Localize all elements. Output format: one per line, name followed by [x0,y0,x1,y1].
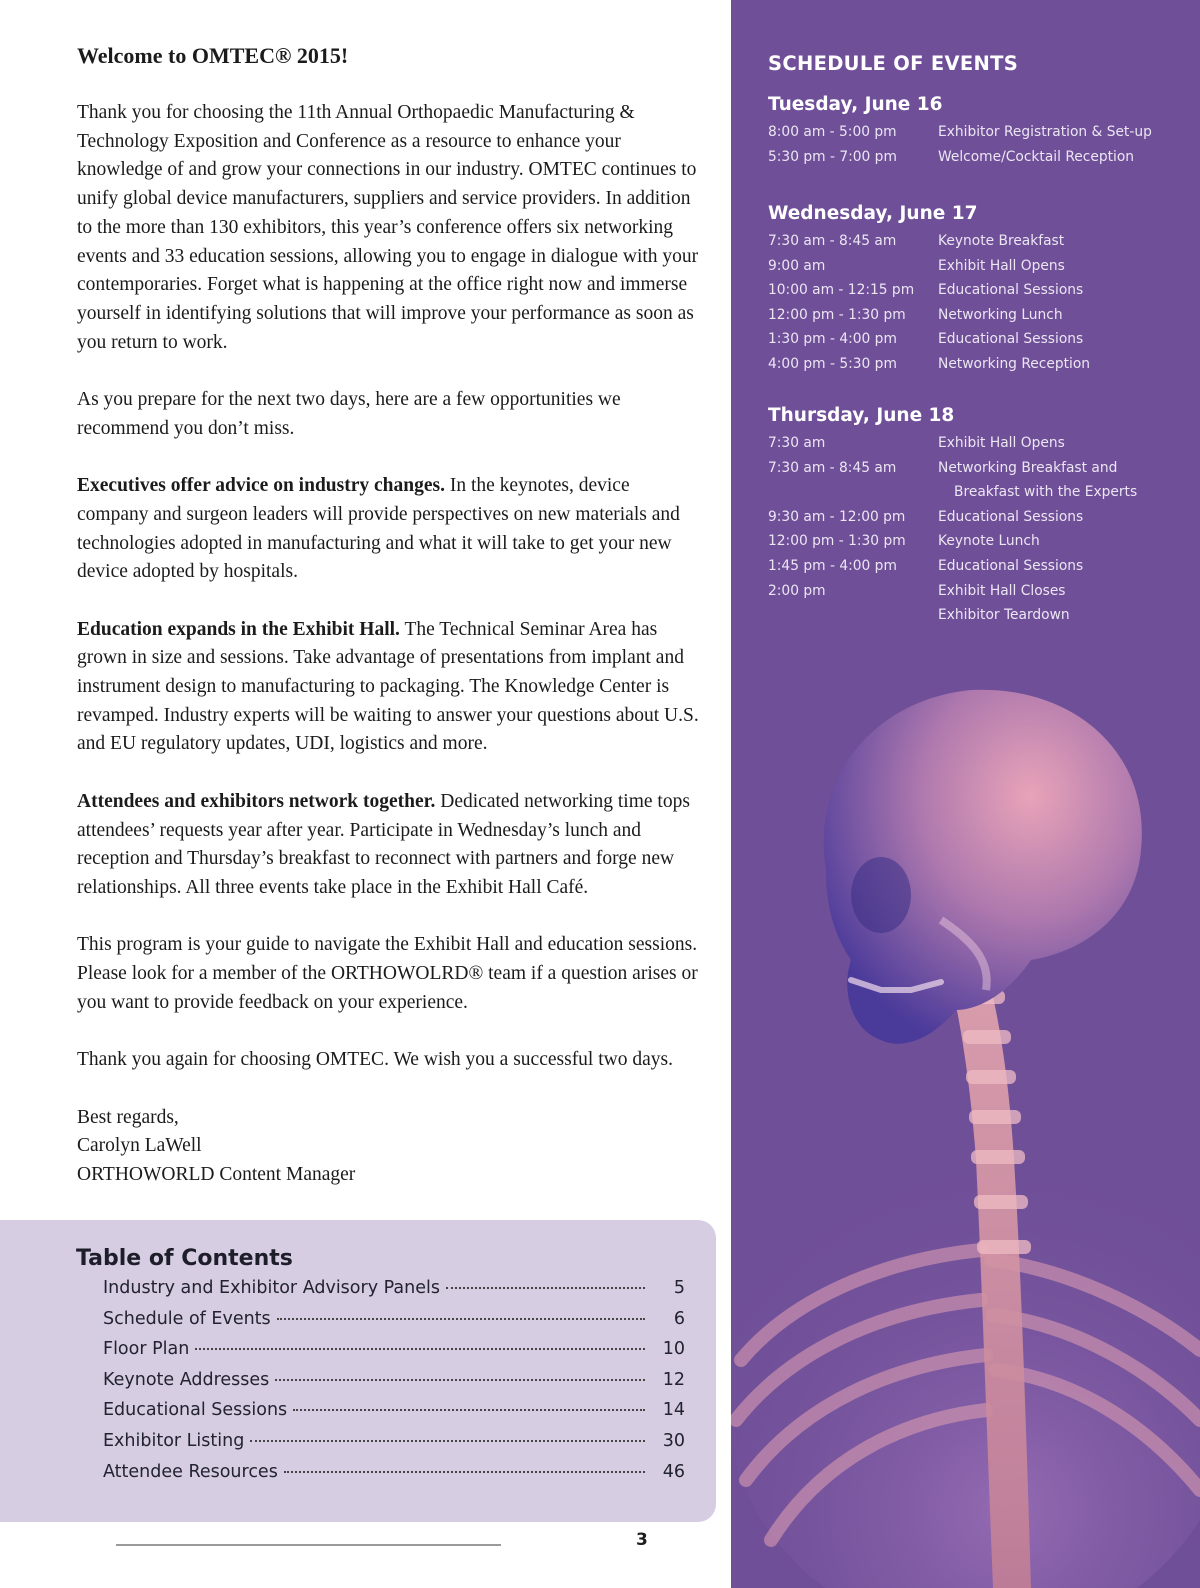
toc-leader-dots [277,1318,645,1320]
page-number: 3 [636,1530,648,1550]
schedule-row [768,554,1188,579]
table-of-contents [0,1220,716,1522]
toc-item[interactable] [103,1309,685,1340]
event-name: Keynote Lunch [938,533,1040,550]
toc-item-page: 46 [662,1461,685,1482]
event-time: 2:00 pm [768,582,826,599]
schedule-row [768,505,1188,530]
toc-item-page: 30 [662,1430,685,1451]
schedule-row [768,327,1188,352]
schedule-day-wednesday [768,199,1188,377]
paragraph-lead: Executives offer advice on industry changes. [77,475,445,497]
schedule-row [768,603,1188,628]
event-time: 1:45 pm - 4:00 pm [768,557,897,574]
schedule-row [768,456,1188,481]
toc-leader-dots [293,1409,645,1411]
schedule-row [768,480,1188,505]
schedule-row [768,303,1188,328]
schedule-row [768,145,1188,170]
toc-item-label: Keynote Addresses [103,1369,270,1390]
toc-item-page: 10 [662,1339,685,1360]
letter-paragraph-education [77,616,702,760]
schedule-row [768,529,1188,554]
event-name: Networking Lunch [938,306,1063,323]
toc-leader-dots [195,1348,645,1350]
event-name: Exhibitor Teardown [938,607,1070,624]
letter-paragraph-networking [77,788,702,903]
paragraph-lead: Attendees and exhibitors network together. [77,790,436,812]
toc-leader-dots [275,1379,645,1381]
toc-item-label: Floor Plan [103,1339,190,1360]
event-name: Networking Breakfast and [938,459,1118,476]
event-name: Networking Reception [938,355,1091,372]
event-time: 7:30 am - 8:45 am [768,233,897,249]
letter-signoff [77,1104,702,1190]
schedule-row [768,431,1188,456]
schedule-sidebar [731,0,1200,1588]
signer-title: ORTHOWORLD Content Manager [77,1163,356,1185]
event-time: 4:00 pm - 5:30 pm [768,355,897,372]
schedule-row [768,579,1188,604]
event-time: 5:30 pm - 7:00 pm [768,148,897,165]
event-time: 8:00 am - 5:00 pm [768,124,897,140]
event-time: 10:00 am - 12:15 pm [768,282,915,299]
paragraph-lead: Education expands in the Exhibit Hall. [77,618,400,640]
event-time: 7:30 am - 8:45 am [768,459,897,476]
event-name: Educational Sessions [938,282,1084,299]
event-time: 1:30 pm - 4:00 pm [768,331,897,348]
event-name: Educational Sessions [938,331,1084,348]
schedule-day-tuesday [768,90,1188,169]
letter-intro: Thank you for choosing the 11th Annual Orthopaedic Manufacturing & Technology Exposition and Conference as a resource to enhance your knowledge of and grow your connections in our industry. OMTEC continues to unify global device manufacturers, suppliers and service providers. In addition to the more than 130 exhibitors, this year’s conference offers six networking events and 33 education sessions, allowing you to engage in dialogue with your contemporaries. Forget what is happening at the office right now and immerse yourself in identifying solutions that will improve your performance as soon as you return to work. [77,102,699,353]
letter-title: Welcome to OMTEC® 2015! [77,43,349,68]
event-time: 12:00 pm - 1:30 pm [768,533,906,550]
letter-prepare: As you prepare for the next two days, here are a few opportunities we recommend you don’t miss. [77,389,621,439]
toc-item[interactable] [103,1400,685,1431]
toc-item-page: 14 [662,1400,685,1421]
event-time: 12:00 pm - 1:30 pm [768,306,906,323]
event-time: 9:00 am [768,257,826,274]
event-time: 9:30 am - 12:00 pm [768,508,906,525]
event-name: Exhibit Hall Closes [938,582,1066,599]
toc-leader-dots [446,1287,645,1289]
schedule-row [768,229,1188,254]
toc-item[interactable] [103,1339,685,1370]
day-heading: Wednesday, June 17 [768,203,978,224]
paragraph-body: Dedicated networking time tops attendees’ requests year after year. Participate in Wednesday’s lunch and reception and Thursday’s breakfast to reconnect with partners and forge new relationships. All three events take place in the Exhibit Hall Café. [77,790,690,898]
toc-item[interactable] [103,1462,685,1493]
paragraph-body: In the keynotes, device company and surgeon leaders will provide perspectives on new materials and technologies adopted in manufacturing and what it will take to get your new device adopted by hospitals. [77,475,680,583]
event-name: Educational Sessions [938,508,1084,525]
welcome-letter [77,40,702,1190]
toc-list [103,1278,685,1492]
event-name: Breakfast with the Experts [954,484,1138,501]
event-name: Keynote Breakfast [938,233,1065,249]
toc-item[interactable] [103,1431,685,1462]
schedule-day-thursday [768,401,1188,628]
event-time [768,603,938,628]
event-name: Exhibit Hall Opens [938,435,1065,451]
toc-item-label: Schedule of Events [103,1308,271,1329]
schedule-row [768,278,1188,303]
schedule-title: SCHEDULE OF EVENTS [768,52,1019,75]
schedule-row [768,120,1188,145]
letter-thanks: Thank you again for choosing OMTEC. We wish you a successful two days. [77,1049,673,1071]
toc-item-label: Industry and Exhibitor Advisory Panels [103,1278,440,1298]
eye-socket [851,857,911,933]
signer-name: Carolyn LaWell [77,1135,202,1157]
toc-title: Table of Contents [76,1246,293,1271]
toc-item[interactable] [103,1278,685,1309]
toc-item-page: 6 [673,1308,685,1329]
toc-item-label: Educational Sessions [103,1400,288,1421]
day-heading: Tuesday, June 16 [768,94,943,115]
event-time: 7:30 am [768,435,826,451]
schedule-row [768,352,1188,377]
paragraph-body: The Technical Seminar Area has grown in size and sessions. Take advantage of presentations from implant and instrument design to manufacturing to packaging. The Knowledge Center is revamped. Industry experts will be waiting to answer your questions about U.S. and EU regulatory updates, UDI, logistics and more. [77,618,699,755]
toc-leader-dots [250,1440,645,1442]
toc-item-page: 12 [662,1369,685,1390]
footer-rule [116,1544,501,1546]
event-name: Educational Sessions [938,557,1084,574]
schedule-row [768,254,1188,279]
toc-item-label: Exhibitor Listing [103,1430,245,1451]
event-name: Exhibitor Registration & Set-up [938,124,1152,140]
toc-item-page: 5 [673,1278,685,1298]
event-name: Exhibit Hall Opens [938,257,1065,274]
event-time [768,480,938,505]
toc-item[interactable] [103,1370,685,1401]
closing: Best regards, [77,1106,179,1128]
day-heading: Thursday, June 18 [768,405,955,426]
skeleton-illustration [731,660,1200,1588]
letter-paragraph-executives [77,472,702,587]
toc-item-label: Attendee Resources [103,1461,278,1482]
event-name: Welcome/Cocktail Reception [938,148,1135,165]
toc-leader-dots [284,1471,645,1473]
letter-guide: This program is your guide to navigate the Exhibit Hall and education sessions. Please look for a member of the ORTHOWOLRD® team if a question arises or you want to provide feedback on your experience. [77,934,698,1013]
